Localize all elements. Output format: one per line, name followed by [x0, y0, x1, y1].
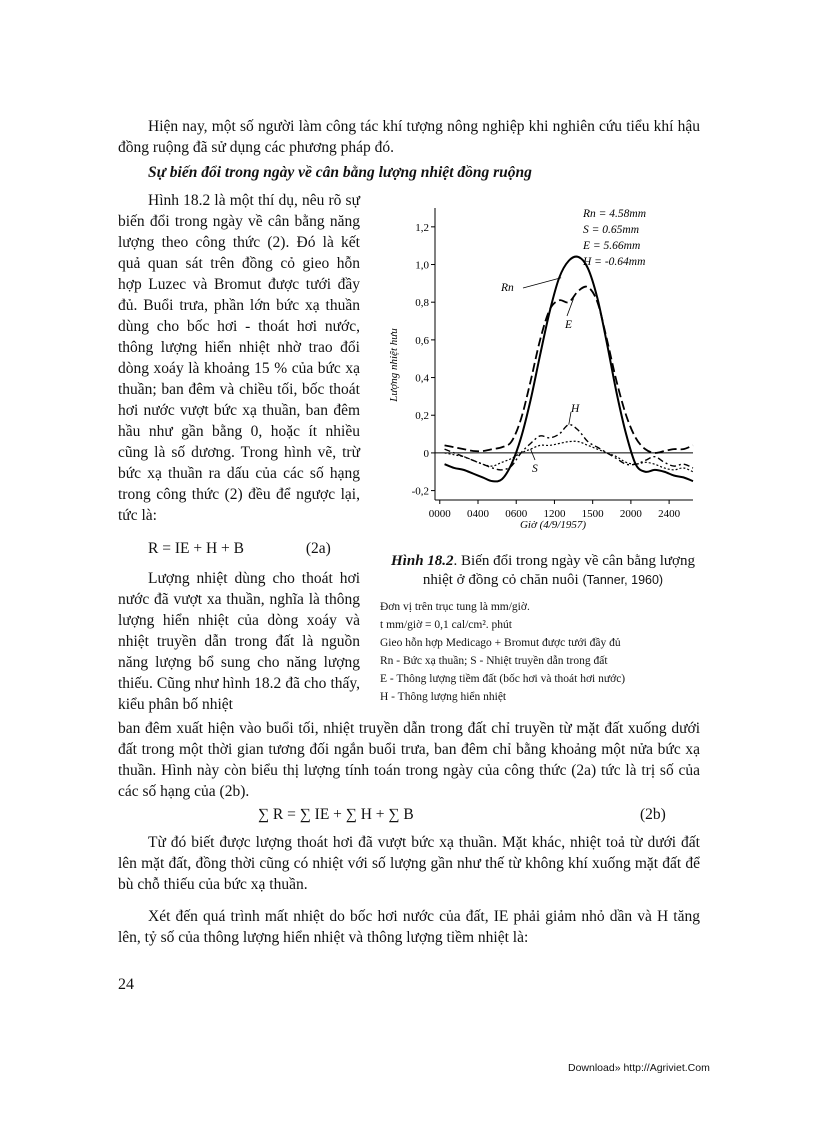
- series-h-line: [445, 425, 693, 470]
- figure-caption-number: Hình 18.2: [391, 553, 454, 569]
- formula-2b-number: (2b): [640, 806, 666, 823]
- formula-2b: [258, 806, 414, 824]
- curve-label-pointer: [531, 449, 535, 460]
- y-tick-label: 0,6: [415, 334, 429, 347]
- full-width-paragraph-1: ban đêm xuất hiện vào buổi tối, nhiệt truyền dẫn trong đất chỉ truyền từ mặt đất xuống dưới đất trong một thời gian tương đối ngắn buổi trưa, ban đêm chỉ bằng khoảng một nửa bức xạ thuần. Hình này còn biểu thị lượng tính toán trong ngày của công thức (2a) tức là trị số của các số hạng của (2b).: [118, 720, 700, 800]
- legend-entry: H = -0.64mm: [583, 256, 646, 268]
- legend-entry: Rn = 4.58mm: [583, 208, 647, 220]
- curve-label-e: E: [565, 319, 573, 331]
- x-tick-label: 1200: [543, 508, 566, 520]
- figure-caption-source: (Tanner, 1960): [582, 573, 664, 587]
- y-tick-label: -0,2: [411, 485, 429, 498]
- series-rn-line: [445, 257, 693, 482]
- full-width-paragraph-3: Xét đến quá trình mất nhiệt do bốc hơi nước của đất, IE phải giảm nhỏ dần và H tăng lên, tỷ số của thông lượng hiển nhiệt và thông lượng tiềm nhiệt là:: [118, 908, 700, 946]
- x-tick-label: 2000: [619, 508, 642, 520]
- legend-entry: E = 5.66mm: [583, 240, 641, 252]
- y-tick-label: 1,2: [415, 221, 429, 234]
- energy-balance-chart: [375, 200, 700, 530]
- figure-note: Gieo hỗn hợp Medicago + Bromut được tưới đầy đủ: [380, 637, 621, 649]
- y-tick-label: 0,4: [415, 372, 429, 385]
- x-tick-label: 1500: [581, 508, 604, 520]
- y-tick-label: 0,2: [415, 410, 429, 423]
- x-tick-label: 0600: [505, 508, 528, 520]
- x-tick-label: 2400: [658, 508, 681, 520]
- legend-entry: S = 0.65mm: [583, 224, 639, 236]
- intro-paragraph: Hiện nay, một số người làm công tác khí tượng nông nghiệp khi nghiên cứu tiểu khí hậu đồng ruộng đã sử dụng các phương pháp đó.: [118, 118, 700, 156]
- left-column-paragraph-2: Lượng nhiệt dùng cho thoát hơi nước đã vượt xa thuần, nghĩa là thông lượng hiển nhiệt của dòng xoáy và nhiệt truyền dẫn trong đất là nguồn năng lượng bổ sung cho năng lượng thiếu. Cũng như hình 18.2 đã cho thấy, kiểu phân bố nhiệt: [118, 570, 360, 713]
- figure-note: Đơn vị trên trục tung là mm/giờ.: [380, 601, 530, 613]
- full-width-paragraph-2: Từ đó biết được lượng thoát hơi đã vượt bức xạ thuần. Mặt khác, nhiệt toả từ dưới đất lên mặt đất, đồng thời cũng có nhiệt với số lượng gần như thế từ không khí xuống mặt đất để bù chỗ thiếu của bức xạ thuần.: [118, 834, 700, 893]
- formula-2a: [148, 540, 331, 558]
- figure-caption-text: . Biến đổi trong ngày về cân bằng lượng nhiệt ở đồng cỏ chăn nuôi: [422, 553, 695, 588]
- footer-download-link[interactable]: Download» http://Agriviet.Com: [568, 1062, 710, 1074]
- figure-notes: [380, 598, 710, 706]
- chart-y-axis-label: Lượng nhiệt hưu: [388, 328, 400, 402]
- left-column-paragraph-1: Hình 18.2 là một thí dụ, nêu rõ sự biến đổi trong ngày về cân bằng năng lượng theo công thức (2). Đó là kết quả quan sát trên đồng cỏ gieo hỗn hợp Luzec và Bromut được tưới đầy đủ. Buổi trưa, phần lớn bức xạ thuần dùng cho bốc hơi - thoát hơi nước, thông lượng hiển nhiệt nhờ trao đổi dòng xoáy là khoảng 15 % của bức xạ thuần; ban đêm và chiều tối, bốc thoát hơi nước vượt bức xạ thuần, ban đêm hầu như gần bằng 0, hoặc ít nhiều cũng là số dương. Trong hình vẽ, trừ bức xạ thuần ra dấu của các số hạng trong công thức (2) đều để ngược lại, tức là:: [118, 192, 360, 524]
- chart-x-axis-label: Giờ (4/9/1957): [519, 519, 587, 530]
- chart-legend: [582, 208, 646, 268]
- figure-caption: [378, 552, 708, 590]
- page-number: 24: [118, 976, 134, 993]
- figure-note: H - Thông lượng hiển nhiệt: [380, 691, 507, 703]
- series-s-line: [445, 441, 693, 472]
- figure-note: t mm/giờ = 0,1 cal/cm². phút: [380, 619, 512, 631]
- figure-note: E - Thông lượng tiềm đất (bốc hơi và thoát hơi nước): [380, 673, 626, 685]
- curve-label-rn: Rn: [501, 282, 514, 294]
- section-heading: Sự biến đổi trong ngày về cân bằng lượng nhiệt đồng ruộng: [148, 164, 532, 181]
- y-tick-label: 0,8: [415, 297, 429, 310]
- x-tick-label: 0000: [428, 508, 451, 520]
- formula-2a-number: (2a): [305, 540, 331, 557]
- formula-2a-expression: R = IE + H + B: [148, 540, 244, 557]
- curve-label-s: S: [532, 463, 538, 475]
- figure-note: Rn - Bức xạ thuần; S - Nhiệt truyền dẫn trong đất: [380, 655, 608, 667]
- formula-2b-expression: ∑ R = ∑ IE + ∑ H + ∑ B: [258, 806, 414, 823]
- chart-curves: [445, 257, 693, 482]
- x-tick-label: 0400: [467, 508, 489, 520]
- curve-label-h: H: [571, 403, 580, 415]
- curve-label-pointer: [567, 298, 574, 316]
- y-tick-label: 1,0: [415, 259, 429, 272]
- y-tick-label: 0: [423, 447, 429, 460]
